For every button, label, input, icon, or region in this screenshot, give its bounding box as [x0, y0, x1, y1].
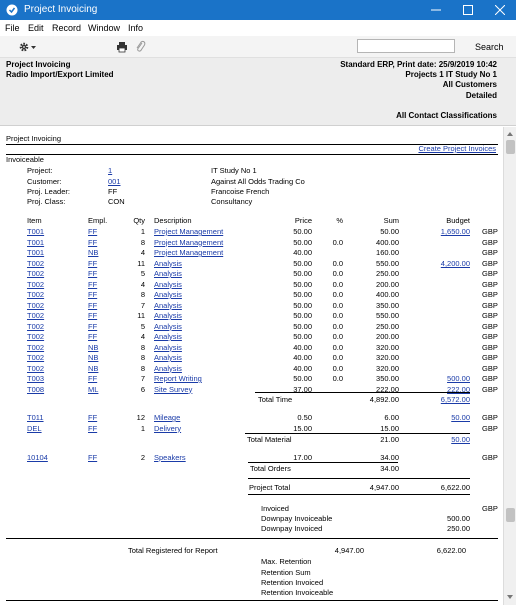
- menu-bar: [0, 20, 516, 36]
- row-sum: 50.00: [380, 227, 399, 236]
- row-item-link[interactable]: T002: [27, 363, 45, 373]
- app-icon: [6, 4, 18, 16]
- row-percent: 0.0: [332, 311, 343, 320]
- retention-sum-label: Retention Sum: [261, 568, 311, 577]
- row-currency: GBP: [482, 258, 498, 268]
- row-sum: 200.00: [376, 332, 399, 341]
- row-sum: 250.00: [376, 321, 399, 331]
- row-sum: 160.00: [376, 248, 399, 257]
- row-percent: 0.0: [332, 321, 343, 331]
- row-qty: 11: [137, 311, 145, 320]
- row-employee-link[interactable]: NB: [88, 342, 99, 352]
- row-description-link[interactable]: Report Writing: [154, 374, 202, 383]
- row-sum: 400.00: [376, 237, 399, 247]
- row-percent: 0.0: [332, 374, 343, 383]
- total-registered-label: Total Registered for Report: [128, 546, 218, 555]
- row-currency: GBP: [482, 413, 498, 422]
- row-price: 50.00: [293, 227, 312, 236]
- row-currency: GBP: [482, 311, 498, 320]
- divider: [248, 478, 470, 479]
- menu-info[interactable]: Info: [128, 23, 144, 33]
- row-employee-link[interactable]: FF: [88, 237, 98, 247]
- maximize-button[interactable]: [452, 0, 484, 20]
- row-budget-link[interactable]: 50.00: [451, 413, 470, 422]
- printer-icon: [116, 41, 128, 53]
- minimize-button[interactable]: [420, 0, 452, 20]
- row-price: 50.00: [293, 258, 312, 268]
- divider: [255, 392, 470, 393]
- row-price: 50.00: [293, 374, 312, 383]
- row-percent: 0.0: [332, 279, 343, 289]
- leader-code: FF: [108, 187, 118, 196]
- print-info: Standard ERP, Print date: 25/9/2019 10:42: [340, 60, 497, 69]
- row-description-link[interactable]: Site Survey: [154, 384, 193, 394]
- row-item-link[interactable]: T002: [27, 279, 45, 289]
- retention-invoiceable-label: Retention Invoiceable: [261, 588, 334, 597]
- total-orders-label: Total Orders: [250, 464, 291, 473]
- row-currency: GBP: [482, 237, 498, 247]
- invoiced-label: Invoiced: [261, 504, 289, 513]
- row-item-link[interactable]: 10104: [27, 453, 48, 462]
- col-empl: Empl.: [88, 216, 108, 225]
- row-price: 37.00: [293, 384, 312, 394]
- row-percent: 0.0: [332, 353, 343, 362]
- row-sum: 550.00: [376, 311, 399, 320]
- row-item-link[interactable]: T002: [27, 269, 45, 278]
- row-item-link[interactable]: T002: [27, 332, 45, 341]
- row-item-link[interactable]: T002: [27, 290, 45, 299]
- toolbar: [0, 36, 516, 58]
- row-description-link[interactable]: Analysis: [154, 269, 182, 278]
- settings-button[interactable]: [18, 40, 40, 54]
- row-item-link[interactable]: T008: [27, 384, 45, 394]
- row-item-link[interactable]: T001: [27, 237, 45, 247]
- row-sum: 400.00: [376, 290, 399, 299]
- row-qty: 12: [136, 413, 145, 422]
- project-code-link[interactable]: 1: [108, 166, 113, 175]
- row-sum: 6.00: [384, 413, 399, 422]
- row-qty: 7: [140, 300, 145, 310]
- row-description-link[interactable]: Mileage: [154, 413, 181, 422]
- row-budget-link[interactable]: 4,200.00: [440, 258, 470, 268]
- row-price: 50.00: [293, 321, 312, 331]
- col-description: Description: [154, 216, 192, 225]
- row-sum: 34.00: [380, 453, 399, 462]
- row-qty: 1: [140, 227, 145, 236]
- row-employee-link[interactable]: NB: [88, 363, 99, 373]
- divider: [245, 433, 470, 434]
- row-qty: 5: [140, 269, 145, 278]
- row-employee-link[interactable]: FF: [88, 227, 98, 236]
- divider: [6, 538, 498, 539]
- gear-icon: [18, 40, 40, 54]
- row-item-link[interactable]: T002: [27, 311, 45, 320]
- menu-edit[interactable]: Edit: [28, 23, 44, 33]
- row-employee-link[interactable]: FF: [88, 300, 98, 310]
- row-qty: 4: [140, 332, 145, 341]
- row-percent: 0.0: [332, 363, 343, 373]
- row-sum: 222.00: [376, 384, 399, 394]
- project-label: Project:: [27, 166, 53, 175]
- report-header: [0, 58, 516, 126]
- row-currency: GBP: [482, 363, 498, 373]
- row-description-link[interactable]: Analysis: [154, 311, 182, 320]
- row-employee-link[interactable]: ML: [88, 384, 99, 394]
- project-total-sum: 4,947.00: [369, 483, 399, 492]
- row-qty: 8: [140, 237, 145, 247]
- row-employee-link[interactable]: FF: [88, 332, 98, 341]
- class-label: Proj. Class:: [27, 197, 66, 206]
- row-currency: GBP: [482, 384, 498, 394]
- row-budget-link[interactable]: 222.00: [447, 384, 470, 394]
- row-description-link[interactable]: Project Management: [154, 248, 224, 257]
- row-percent: 0.0: [332, 258, 343, 268]
- row-item-link[interactable]: T002: [27, 353, 45, 362]
- window-title: Project Invoicing: [24, 4, 98, 15]
- col-price: Price: [294, 216, 312, 225]
- row-budget-link[interactable]: 500.00: [447, 374, 470, 383]
- row-sum: 550.00: [376, 258, 399, 268]
- row-price: 0.50: [297, 413, 312, 422]
- total-material-sum: 21.00: [380, 435, 399, 444]
- row-currency: GBP: [482, 453, 498, 462]
- detail-level: Detailed: [465, 91, 497, 100]
- row-currency: GBP: [482, 227, 498, 236]
- row-qty: 2: [140, 453, 145, 462]
- row-currency: GBP: [482, 353, 498, 362]
- row-sum: 350.00: [376, 374, 399, 383]
- row-description-link[interactable]: Analysis: [154, 258, 182, 268]
- row-sum: 250.00: [376, 269, 399, 278]
- row-employee-link[interactable]: FF: [88, 453, 98, 462]
- total-registered-sum: 4,947.00: [334, 546, 364, 555]
- row-employee-link[interactable]: FF: [88, 321, 98, 331]
- row-qty: 5: [140, 321, 145, 331]
- row-description-link[interactable]: Delivery: [154, 423, 182, 433]
- downpay-invoiceable-label: Downpay Invoiceable: [261, 514, 333, 523]
- row-currency: GBP: [482, 290, 498, 299]
- close-icon: [495, 5, 505, 15]
- row-price: 17.00: [293, 453, 312, 462]
- scroll-thumb-lower[interactable]: [506, 508, 515, 522]
- row-item-link[interactable]: T001: [27, 227, 45, 236]
- col-qty: Qty: [133, 216, 145, 225]
- row-qty: 1: [140, 423, 145, 433]
- projects-filter: Projects 1 IT Study No 1: [405, 70, 497, 79]
- row-employee-link[interactable]: FF: [88, 258, 98, 268]
- print-button[interactable]: [116, 41, 128, 53]
- close-button[interactable]: [484, 0, 516, 20]
- row-price: 40.00: [293, 353, 312, 362]
- row-sum: 15.00: [380, 423, 399, 433]
- row-currency: GBP: [482, 423, 498, 433]
- row-price: 50.00: [293, 290, 312, 299]
- row-currency: GBP: [482, 300, 498, 310]
- divider: [6, 600, 498, 601]
- max-retention-label: Max. Retention: [261, 557, 312, 566]
- row-budget-link[interactable]: 1,650.00: [440, 227, 470, 236]
- scroll-down-icon[interactable]: [507, 595, 513, 599]
- row-employee-link[interactable]: NB: [88, 248, 99, 257]
- row-sum: 320.00: [376, 353, 399, 362]
- row-currency: GBP: [482, 279, 498, 289]
- scroll-up-icon[interactable]: [507, 132, 513, 136]
- project-total-label: Project Total: [249, 483, 291, 492]
- row-percent: 0.0: [332, 332, 343, 341]
- customers-filter: All Customers: [442, 80, 497, 89]
- group-label: Invoiceable: [6, 155, 44, 164]
- row-sum: 320.00: [376, 363, 399, 373]
- row-description-link[interactable]: Analysis: [154, 342, 182, 352]
- leader-name: Francoise French: [211, 187, 270, 196]
- row-price: 40.00: [293, 248, 312, 257]
- row-employee-link[interactable]: FF: [88, 269, 98, 278]
- menu-window[interactable]: Window: [88, 23, 121, 33]
- divider: [248, 462, 398, 463]
- vertical-scrollbar[interactable]: [503, 127, 516, 605]
- section-title: Project Invoicing: [6, 134, 62, 143]
- row-percent: 0.0: [332, 269, 343, 278]
- row-qty: 8: [140, 363, 145, 373]
- create-project-invoices-link[interactable]: Create Project Invoices: [418, 144, 496, 153]
- total-time-sum: 4,892.00: [369, 395, 399, 404]
- row-employee-link[interactable]: FF: [88, 374, 98, 383]
- row-item-link[interactable]: DEL: [27, 423, 42, 433]
- row-price: 15.00: [293, 423, 312, 433]
- row-employee-link[interactable]: FF: [88, 290, 98, 299]
- row-qty: 6: [140, 384, 145, 394]
- row-item-link[interactable]: T003: [27, 374, 45, 383]
- row-price: 40.00: [293, 363, 312, 373]
- row-qty: 11: [137, 258, 145, 268]
- customer-label: Customer:: [27, 177, 62, 186]
- col-item: Item: [27, 216, 42, 225]
- retention-invoiced-label: Retention Invoiced: [261, 578, 324, 587]
- minimize-icon: [431, 5, 441, 15]
- row-price: 50.00: [293, 311, 312, 320]
- row-sum: 200.00: [376, 279, 399, 289]
- downpay-invoiceable-value: 500.00: [447, 514, 470, 523]
- row-qty: 8: [140, 353, 145, 362]
- total-material-label: Total Material: [247, 435, 292, 444]
- row-price: 50.00: [293, 279, 312, 289]
- row-currency: GBP: [482, 321, 498, 331]
- col-sum: Sum: [383, 216, 399, 225]
- row-employee-link[interactable]: FF: [88, 311, 98, 320]
- report-title: Project Invoicing: [6, 60, 71, 69]
- row-price: 50.00: [293, 269, 312, 278]
- row-description-link[interactable]: Analysis: [154, 279, 182, 289]
- row-percent: 0.0: [332, 237, 343, 247]
- row-item-link[interactable]: T002: [27, 321, 45, 331]
- row-price: 50.00: [293, 237, 312, 247]
- maximize-icon: [463, 5, 473, 15]
- class-name: Consultancy: [211, 197, 253, 206]
- divider: [6, 154, 498, 155]
- row-description-link[interactable]: Analysis: [154, 300, 182, 310]
- invoiced-currency: GBP: [482, 504, 498, 513]
- project-name: IT Study No 1: [211, 166, 257, 175]
- row-description-link[interactable]: Project Management: [154, 227, 224, 236]
- row-currency: GBP: [482, 248, 498, 257]
- customer-name: Against All Odds Trading Co: [211, 177, 305, 186]
- menu-file[interactable]: File: [5, 23, 20, 33]
- row-percent: 0.0: [332, 290, 343, 299]
- total-registered-budget: 6,622.00: [436, 546, 466, 555]
- row-item-link[interactable]: T002: [27, 300, 45, 310]
- downpay-invoiced-label: Downpay Invoiced: [261, 524, 323, 533]
- row-currency: GBP: [482, 269, 498, 278]
- row-item-link[interactable]: T011: [27, 413, 44, 422]
- row-qty: 4: [140, 279, 145, 289]
- row-item-link[interactable]: T002: [27, 342, 45, 352]
- row-percent: 0.0: [332, 300, 343, 310]
- row-employee-link[interactable]: FF: [88, 423, 98, 433]
- row-description-link[interactable]: Project Management: [154, 237, 224, 247]
- classifications-filter: All Contact Classifications: [396, 111, 497, 120]
- row-currency: GBP: [482, 332, 498, 341]
- downpay-invoiced-value: 250.00: [447, 524, 470, 533]
- row-description-link[interactable]: Speakers: [154, 453, 186, 462]
- total-orders-sum: 34.00: [380, 464, 399, 473]
- customer-code-link[interactable]: 001: [108, 177, 121, 186]
- row-employee-link[interactable]: FF: [88, 413, 98, 422]
- row-qty: 4: [140, 248, 145, 257]
- row-description-link[interactable]: Analysis: [154, 290, 182, 299]
- project-total-budget: 6,622.00: [440, 483, 470, 492]
- row-price: 50.00: [293, 332, 312, 341]
- col-percent: %: [336, 216, 343, 225]
- row-employee-link[interactable]: NB: [88, 353, 99, 362]
- total-time-label: Total Time: [258, 395, 293, 404]
- row-employee-link[interactable]: FF: [88, 279, 98, 289]
- leader-label: Proj. Leader:: [27, 187, 70, 196]
- row-price: 40.00: [293, 342, 312, 352]
- title-bar: [0, 0, 516, 20]
- col-budget: Budget: [446, 216, 470, 225]
- menu-record[interactable]: Record: [52, 23, 82, 33]
- row-description-link[interactable]: Analysis: [154, 321, 182, 331]
- total-material-budget[interactable]: 50.00: [451, 435, 470, 444]
- row-currency: GBP: [482, 374, 498, 383]
- report-body: [0, 127, 503, 605]
- company-name: Radio Import/Export Limited: [6, 70, 114, 79]
- row-item-link[interactable]: T002: [27, 258, 45, 268]
- row-item-link[interactable]: T001: [27, 248, 45, 257]
- row-sum: 350.00: [376, 300, 399, 310]
- row-description-link[interactable]: Analysis: [154, 363, 182, 373]
- search-button[interactable]: Search: [475, 42, 504, 52]
- row-description-link[interactable]: Analysis: [154, 332, 182, 341]
- search-input[interactable]: [357, 39, 455, 53]
- scroll-thumb[interactable]: [506, 140, 515, 154]
- row-currency: GBP: [482, 342, 498, 352]
- attach-button[interactable]: [134, 40, 146, 53]
- row-qty: 7: [140, 374, 145, 383]
- row-qty: 8: [140, 290, 145, 299]
- row-percent: 0.0: [332, 342, 343, 352]
- row-price: 50.00: [293, 300, 312, 310]
- total-time-budget[interactable]: 6,572.00: [440, 395, 470, 404]
- row-sum: 320.00: [376, 342, 399, 352]
- paperclip-icon: [134, 40, 146, 53]
- row-description-link[interactable]: Analysis: [154, 353, 182, 362]
- row-qty: 8: [140, 342, 145, 352]
- divider: [248, 494, 470, 495]
- class-code: CON: [108, 197, 125, 206]
